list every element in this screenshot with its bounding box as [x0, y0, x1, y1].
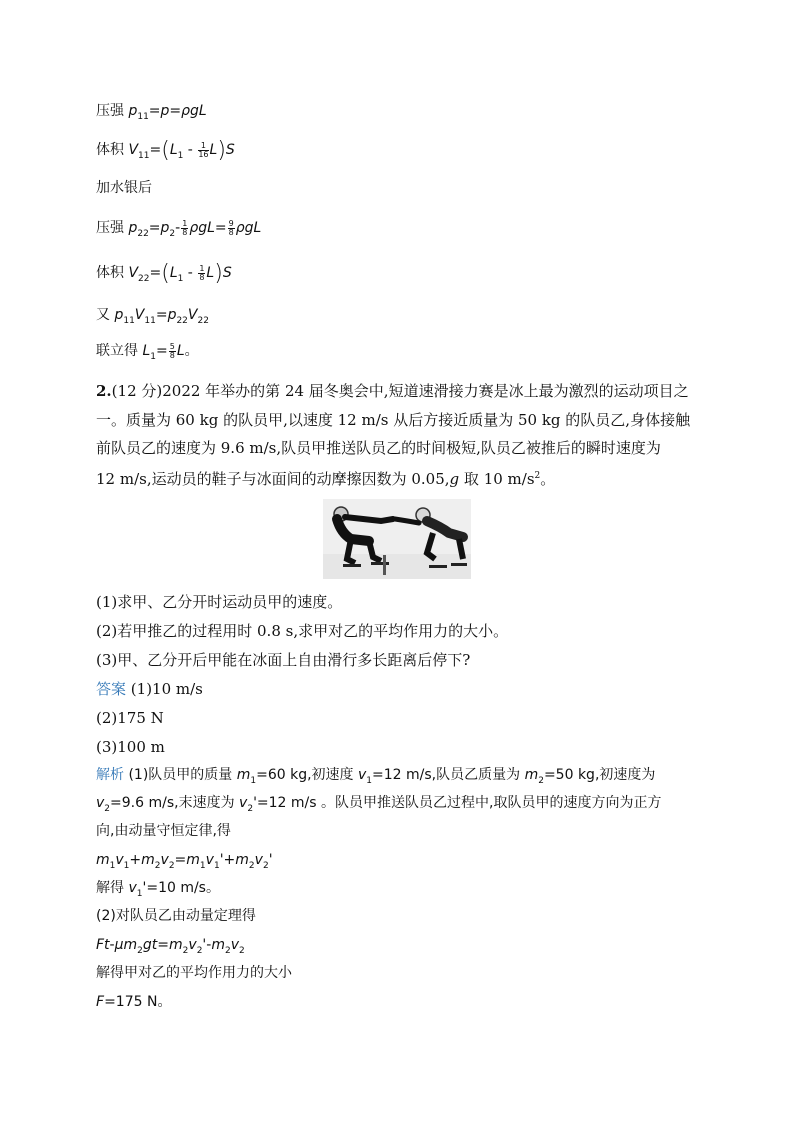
- analysis-line-1: 解析 (1)队员甲的质量 $m_1=60$ kg,初速度 $v_1=12$ m/s,队员乙质量为 $m_2=50$ kg,初速度为: [96, 767, 656, 786]
- answer-line-1: [96, 679, 203, 699]
- analysis-line-5: 解得 $v_1'=10$ m/s。: [96, 880, 220, 899]
- analysis-line-3: 向,由动量守恒定律,得: [96, 823, 231, 839]
- problem-points: (12 分): [111, 382, 163, 400]
- prev-line-add-mercury: 加水银后: [96, 180, 152, 196]
- prev-line-pressure-p11: 压强 $p_{11}=p=\rho gL$: [96, 103, 207, 122]
- analysis-line-7: $Ft-\mu m_2gt=m_2v_2'-m_2v_2$: [96, 937, 245, 956]
- prev-line-volume-v11: 体积 $V_{11}=(L_1$ - $\frac{1}{16}$ L)S: [96, 138, 235, 163]
- problem-stem-line-2: 一。质量为 60 kg 的队员甲,以速度 12 m/s 从后方接近质量为 50 kg 的队员乙,身体接触: [96, 411, 691, 429]
- analysis-line-4: $m_1v_1+m_2v_2=m_1v_1'+m_2v_2'$: [96, 852, 273, 871]
- prev-line-result: 联立得 $L_1=$ $\frac{5}{8}$ L。: [96, 341, 199, 362]
- speed-skating-relay-photo: [323, 499, 471, 579]
- analysis-line-8: 解得甲对乙的平均作用力的大小: [96, 965, 292, 981]
- prev-line-equation: 又 $p_{11}V_{11}=p_{22}V_{22}$: [96, 307, 209, 326]
- answer-2: (2)175 N: [96, 709, 164, 727]
- analysis-line-9: F=175 N。: [96, 994, 172, 1010]
- problem-stem-line-3: 前队员乙的速度为 9.6 m/s,队员甲推送队员乙的时间极短,队员乙被推后的瞬时速度为: [96, 439, 661, 457]
- problem-stem-text-1: 2022 年举办的第 24 届冬奥会中,短道速滑接力赛是冰上最为激烈的运动项目之: [162, 382, 689, 400]
- analysis-line-6: (2)对队员乙由动量定理得: [96, 908, 256, 924]
- prev-line-pressure-p22: 压强 $p_{22}=p_2-$ $\frac{1}{8}$ ρgL= $\frac{9}{8}$ ρgL: [96, 218, 262, 239]
- answer-label: 答案: [96, 680, 127, 698]
- problem-stem-line-1: [96, 381, 689, 401]
- problem-stem-line-4: 12 m/s,运动员的鞋子与冰面间的动摩擦因数为 0.05,g 取 10 $m/s^2$。: [96, 470, 556, 488]
- analysis-line-2: $v_2=9.6$ m/s,末速度为 $v_2'=12$ m/s 。队员甲推送队员乙过程中,取队员甲的速度方向为正方: [96, 795, 662, 814]
- problem-number: 2.: [96, 382, 112, 400]
- question-3: (3)甲、乙分开后甲能在冰面上自由滑行多长距离后停下?: [96, 651, 471, 669]
- question-2: (2)若甲推乙的过程用时 0.8 s,求甲对乙的平均作用力的大小。: [96, 622, 509, 640]
- answer-1: (1)10 m/s: [130, 680, 203, 698]
- answer-3: (3)100 m: [96, 738, 165, 756]
- question-1: (1)求甲、乙分开时运动员甲的速度。: [96, 593, 343, 611]
- prev-line-volume-v22: 体积 $V_{22}=(L_1$ - $\frac{1}{8}$ L)S: [96, 261, 232, 286]
- analysis-label: 解析: [96, 767, 124, 783]
